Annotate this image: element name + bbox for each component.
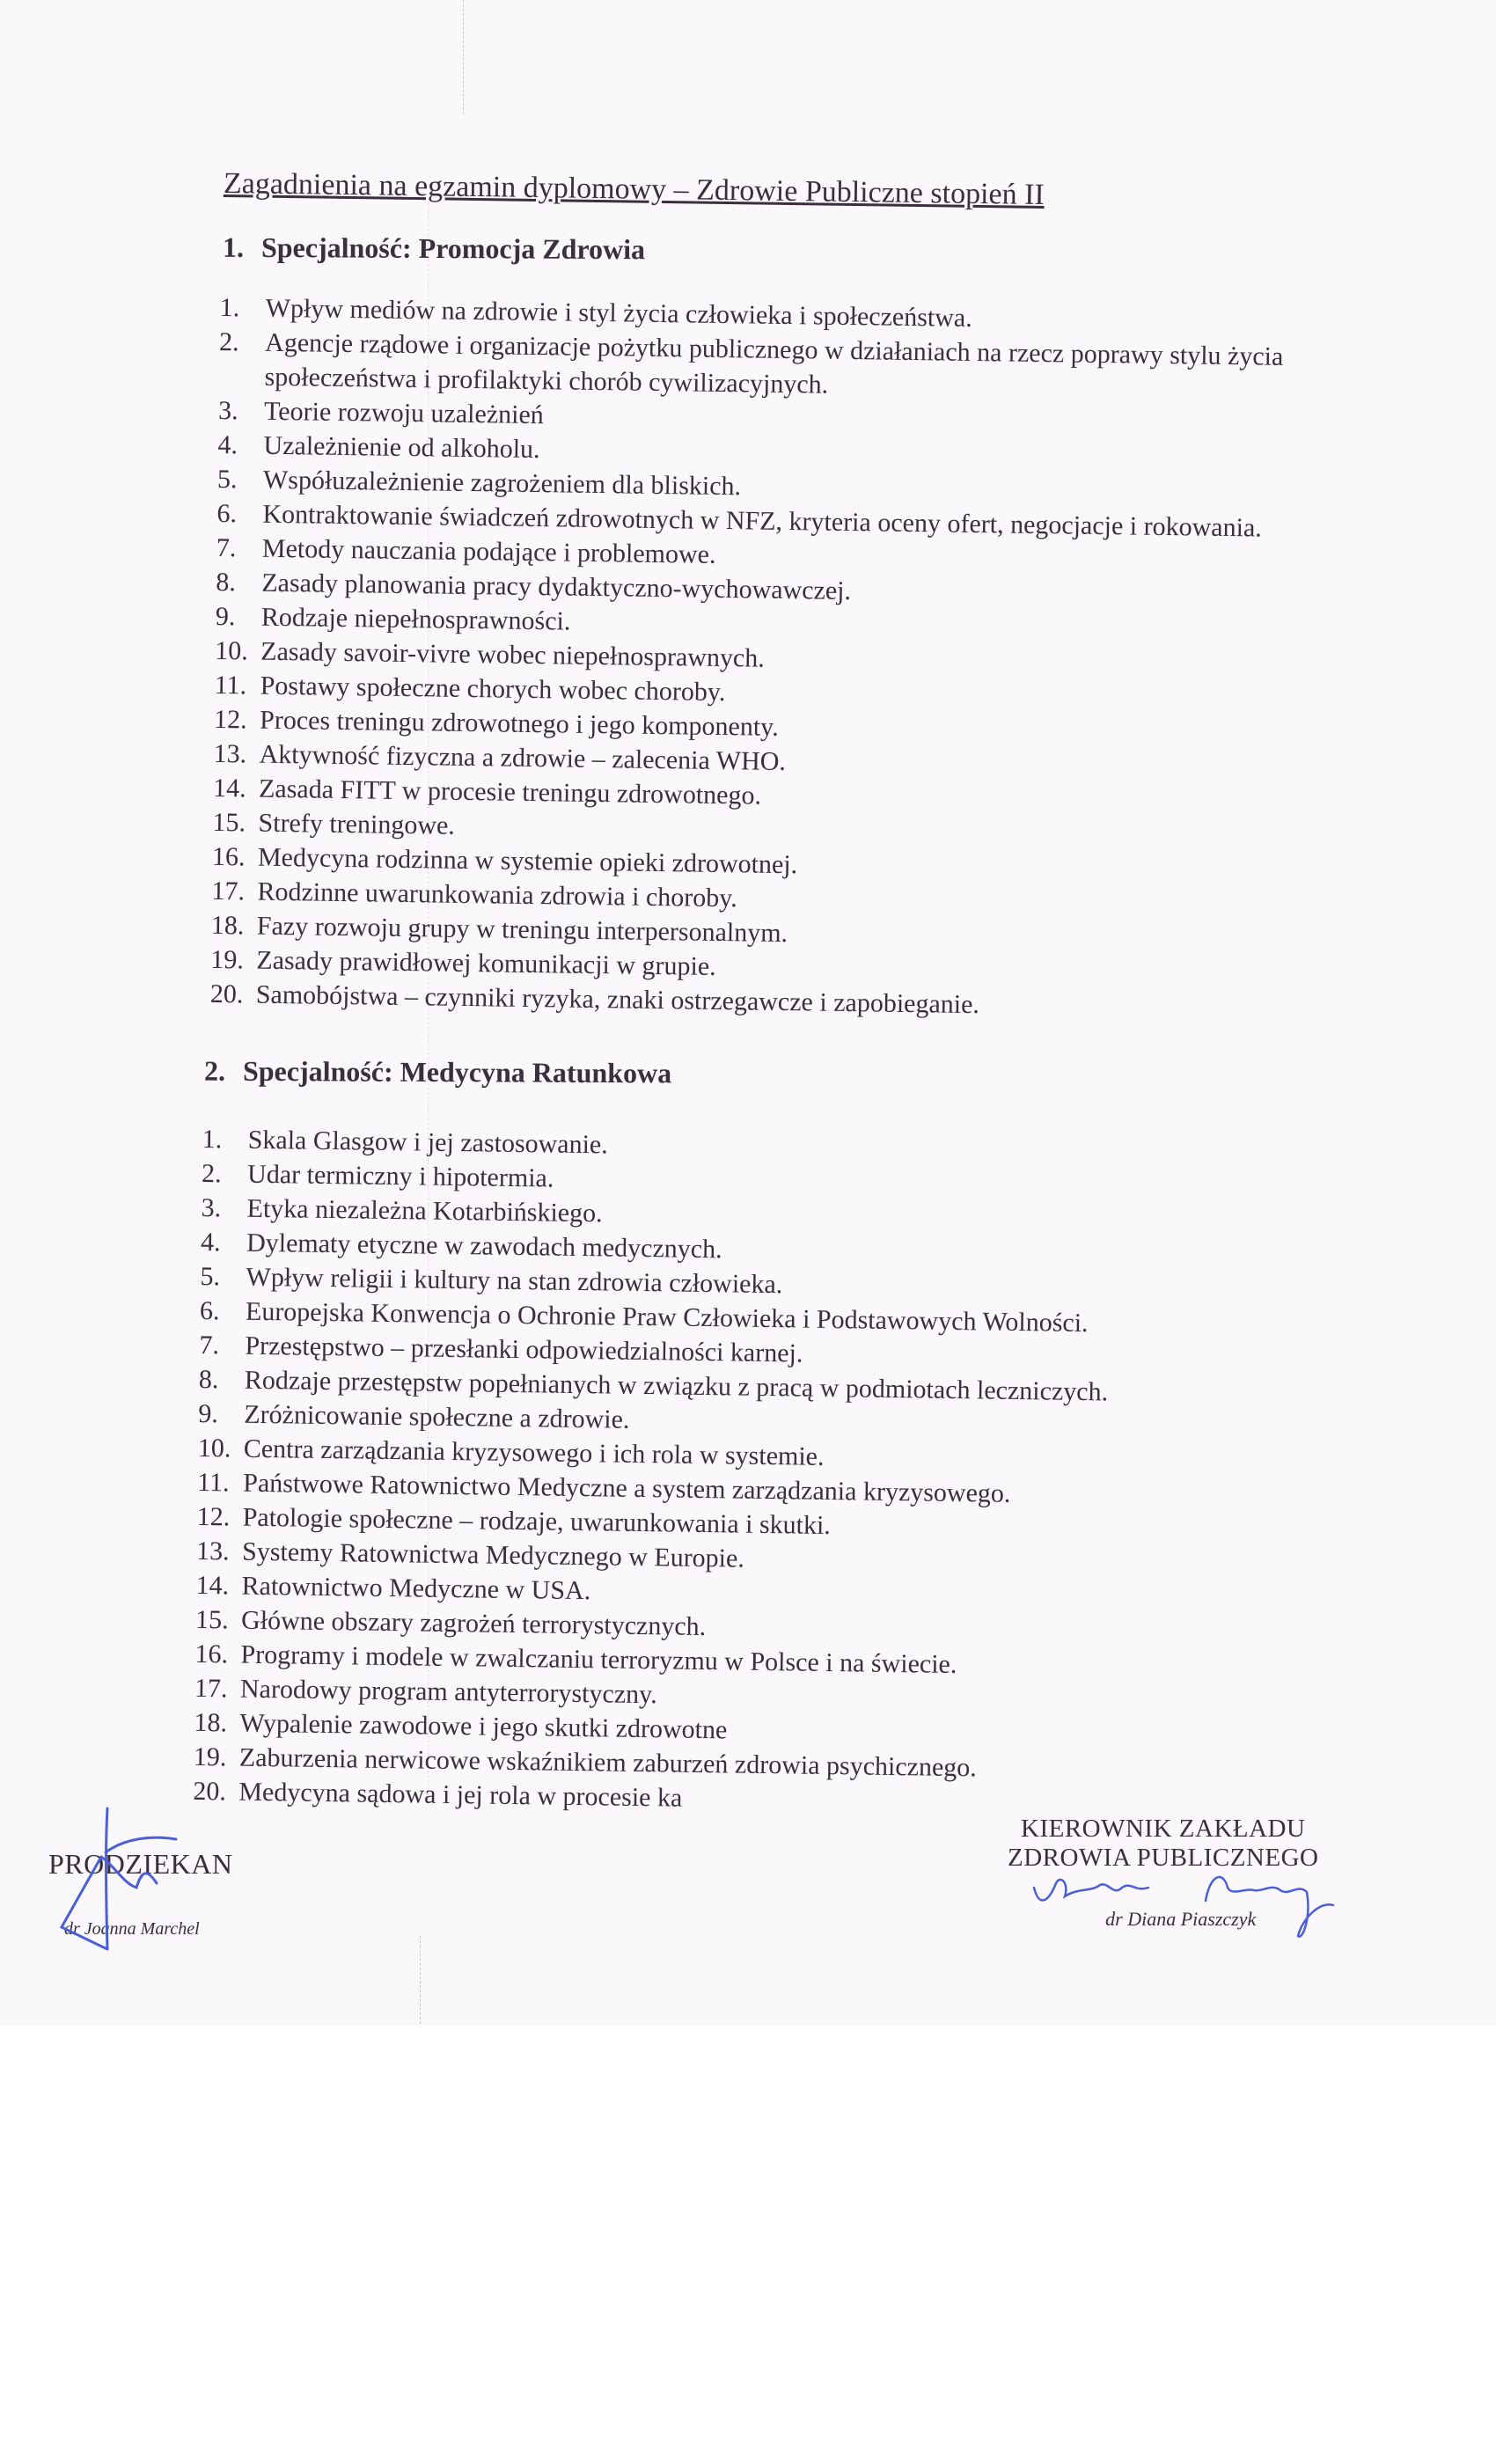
topic-number: 1. [219,292,240,323]
topic-number: 9. [215,601,236,632]
topic-text: Wypalenie zawodowe i jego skutki zdrowotne [239,1708,728,1745]
topic-number: 7. [199,1330,220,1360]
topic-number: 10. [215,635,249,666]
topic-list-promocja-zdrowia [210,290,1339,1027]
section-title: Specjalność: Medycyna Ratunkowa [242,1054,672,1089]
topic-number: 12. [196,1501,231,1532]
section-heading [204,1055,671,1090]
section-heading [223,231,645,267]
section-number: 2. [203,1054,226,1087]
topic-number: 7. [216,532,237,563]
topic-number: 17. [211,876,246,906]
topic-text: Państwowe Ratownictwo Medyczne a system zarządzania kryzysowego. [243,1468,1011,1508]
topic-number: 2. [201,1158,222,1189]
topic-text: Metody nauczania podające i problemowe. [261,533,716,569]
topic-text: Narodowy program antyterrorystyczny. [239,1674,657,1710]
topic-number: 13. [195,1536,230,1566]
topic-number: 13. [213,738,247,769]
scan-fold-mark [463,0,465,114]
topic-text: Dylematy etyczne w zawodach medycznych. [246,1228,722,1265]
topic-text: Kontraktowanie świadczeń zdrowotnych w NFZ, kryteria oceny ofert, negocjacje i rokowania. [262,499,1262,543]
topic-text: Medycyna sądowa i jej rola w procesie ka [238,1777,683,1813]
topic-text: Aktywność fizyczna a zdrowie – zalecenia WHO. [259,739,787,777]
topic-text: Patologie społeczne – rodzaje, uwarunkowania i skutki. [242,1502,832,1541]
signatory-name: dr Joanna Marchel [64,1919,200,1939]
topic-number: 15. [194,1604,229,1635]
topic-number: 14. [212,773,246,803]
topic-text: Programy i modele w zwalczaniu terroryzmu w Polsce i na świecie. [240,1639,957,1680]
topic-number: 9. [198,1398,219,1429]
topic-number: 11. [214,670,247,700]
topic-number: 3. [201,1192,222,1223]
topic-number: 4. [200,1227,221,1258]
topic-text: Teorie rozwoju uzależnień [263,396,545,430]
scan-fold-mark [420,1936,422,2024]
topic-text: Zasady prawidłowej komunikacji w grupie. [256,945,716,981]
topic-text: Postawy społeczne chorych wobec choroby. [260,671,726,708]
topic-text: Uzależnienie od alkoholu. [263,430,540,465]
signatory-role-line2: ZDROWIA PUBLICZNEGO [1008,1844,1319,1872]
topic-number: 19. [193,1742,227,1772]
topic-text: Agencje rządowe i organizacje pożytku publicznego w działaniach na rzecz poprawy stylu życia społeczeństwa i profilaktyki chorób cywilizacyjnych. [264,327,1284,400]
topic-text: Fazy rozwoju grupy w treningu interpersonalnym. [256,911,788,949]
topic-text: Zaburzenia nerwicowe wskaźnikiem zaburzeń zdrowia psychicznego. [238,1742,978,1783]
handwritten-signature-right [1030,1866,1364,1945]
topic-number: 20. [193,1776,227,1807]
topic-number: 11. [197,1467,230,1498]
topic-number: 3. [217,395,238,426]
topic-number: 19. [210,944,245,975]
topic-text: Wpływ mediów na zdrowie i styl życia człowieka i społeczeństwa. [265,293,972,333]
topic-number: 18. [194,1707,228,1738]
signatory-role: PRODZIEKAN [48,1848,233,1880]
topic-number: 8. [216,567,237,598]
topic-number: 16. [211,841,246,872]
topic-text: Współuzależnienie zagrożeniem dla bliskich. [262,465,742,502]
signatory-role-line1: KIEROWNIK ZAKŁADU [1021,1815,1306,1843]
signature-stroke [1034,1877,1333,1937]
topic-text: Zasady savoir-vivre wobec niepełnosprawnych. [260,636,765,673]
topic-number: 10. [197,1433,231,1463]
topic-number: 15. [212,807,246,838]
topic-text: Zróżnicowanie społeczne a zdrowie. [244,1399,630,1434]
topic-number: 1. [202,1124,223,1155]
topic-text: Strefy treningowe. [258,808,456,840]
topic-text: Skala Glasgow i jej zastosowanie. [247,1125,608,1160]
topic-text: Etyka niezależna Kotarbińskiego. [246,1193,603,1228]
topic-number: 6. [216,498,238,529]
topic-text: Medycyna rodzinna w systemie opieki zdrowotnej. [257,842,798,880]
topic-number: 5. [216,464,238,495]
topic-list-medycyna-ratunkowa [193,1122,1111,1821]
topic-text: Rodzinne uwarunkowania zdrowia i choroby. [257,876,738,913]
topic-text: Udar termiczny i hipotermia. [246,1159,554,1193]
topic-number: 18. [210,910,245,941]
topic-number: 17. [194,1673,228,1704]
topic-number: 12. [213,704,247,735]
topic-text: Systemy Ratownictwa Medycznego w Europie. [241,1536,745,1573]
topic-text: Ratownictwo Medyczne w USA. [241,1571,591,1606]
topic-text: Zasady planowania pracy dydaktyczno-wychowawczej. [261,568,852,606]
section-number: 1. [222,231,245,263]
topic-text: Zasada FITT w procesie treningu zdrowotnego. [258,774,762,810]
topic-text: Europejska Konwencja o Ochronie Praw Człowieka i Podstawowych Wolności. [245,1296,1089,1338]
topic-text: Przestępstwo – przesłanki odpowiedzialności karnej. [245,1331,803,1368]
signature-stroke [62,1808,176,1949]
topic-number: 6. [199,1295,220,1326]
topic-number: 16. [194,1639,229,1669]
topic-text: Główne obszary zagrożeń terrorystycznych. [240,1605,707,1642]
topic-text: Wpływ religii i kultury na stan zdrowia człowieka. [246,1262,783,1300]
topic-number: 2. [218,326,239,357]
topic-number: 20. [209,979,244,1009]
topic-text: Rodzaje niepełnosprawności. [260,602,571,636]
topic-number: 14. [195,1570,230,1601]
topic-text: Centra zarządzania kryzysowego i ich rola w systemie. [243,1434,825,1471]
topic-text: Samobójstwa – czynniki ryzyka, znaki ostrzegawcze i zapobieganie. [255,979,980,1020]
signatory-name: dr Diana Piaszczyk [1105,1908,1257,1930]
topic-number: 5. [200,1261,221,1292]
topic-number: 8. [198,1364,219,1395]
section-title: Specjalność: Promocja Zdrowia [260,231,646,266]
topic-number: 4. [217,429,238,460]
topic-text: Proces treningu zdrowotnego i jego komponenty. [259,705,779,742]
topic-text: Rodzaje przestępstw popełnianych w związku z pracą w podmiotach leczniczych. [244,1365,1109,1407]
handwritten-signature-left [53,1804,194,1962]
document-title: Zagadnienia na egzamin dyplomowy – Zdrowie Publiczne stopień II [223,167,1045,212]
